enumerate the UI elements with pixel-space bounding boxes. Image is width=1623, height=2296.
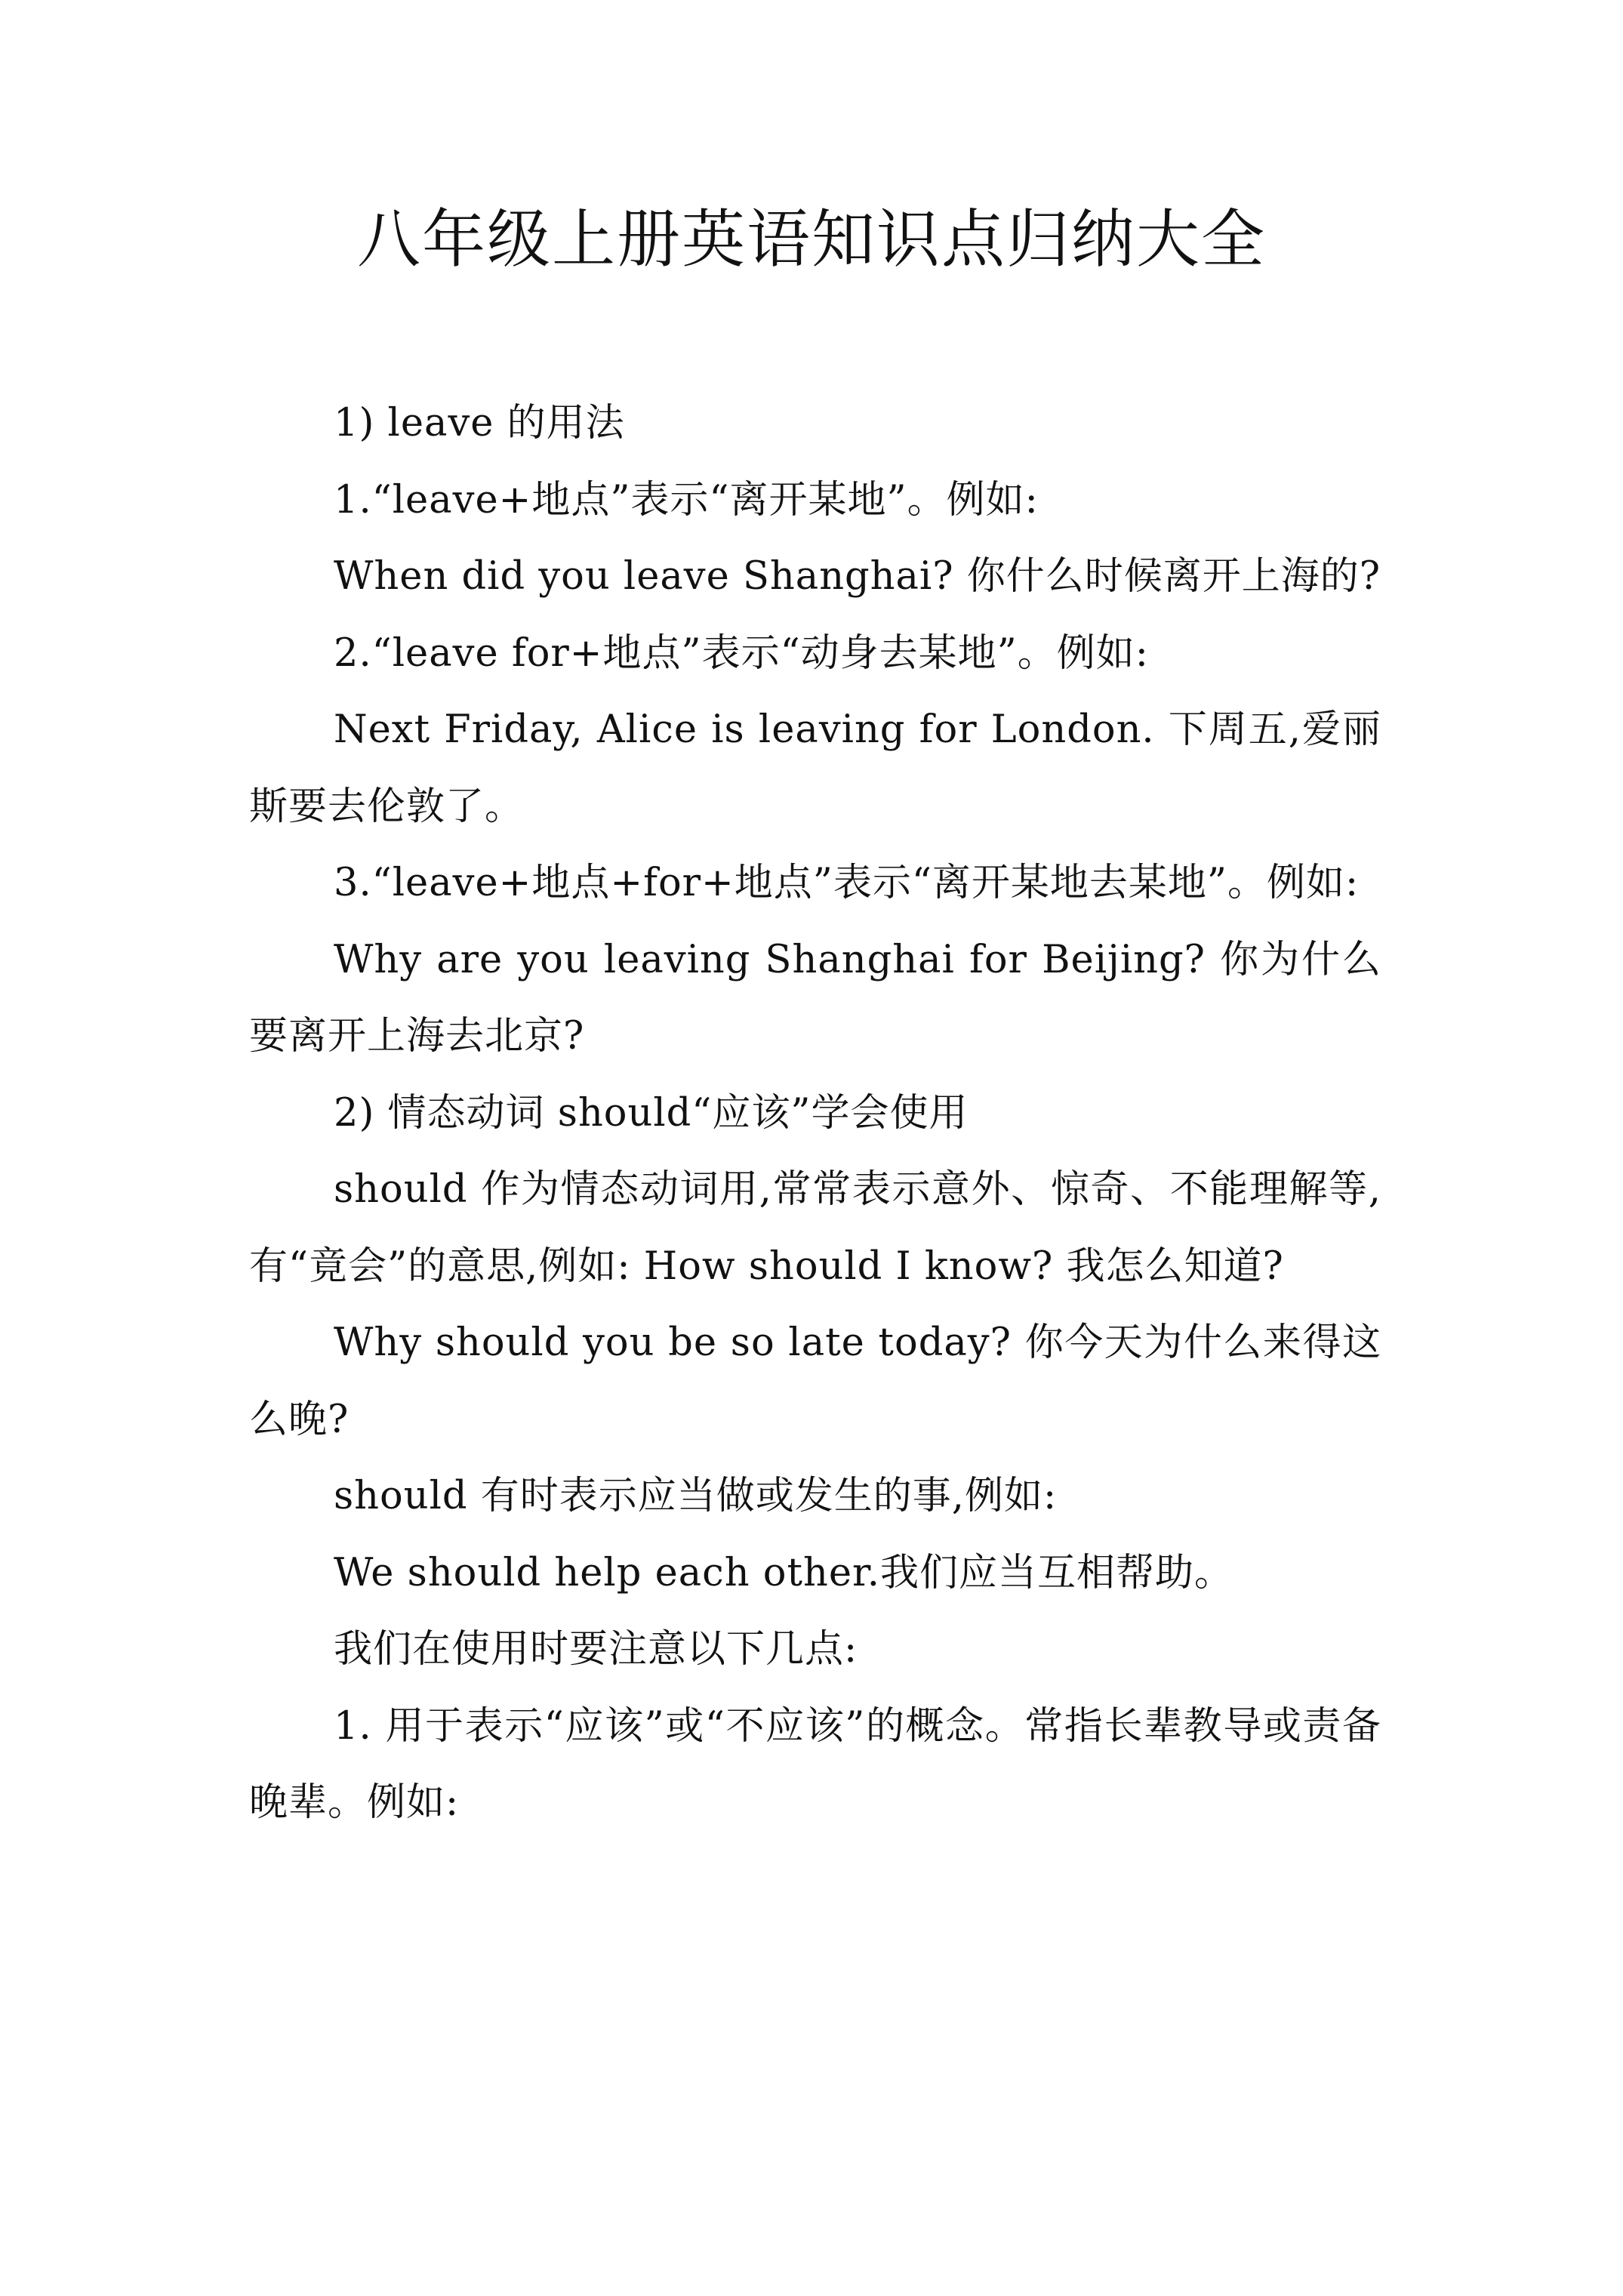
paragraph-usage-notes: 我们在使用时要注意以下几点:: [334, 1627, 858, 1672]
paragraph-should-example-1: Why should you be so late today? 你今天为什么来得这么晚?: [249, 1321, 1381, 1442]
paragraph-note-1: 1. 用于表示“应该”或“不应该”的概念。常指长辈教导或责备晚辈。例如:: [249, 1703, 1381, 1825]
paragraph-leave-rule-2: 2.“leave for+地点”表示“动身去某地”。例如:: [334, 630, 1149, 676]
paragraph-should-heading: 2) 情态动词 should“应该”学会使用: [334, 1090, 969, 1136]
paragraph-leave-rule-1: 1.“leave+地点”表示“离开某地”。例如:: [334, 477, 1039, 522]
paragraph-leave-rule-3: 3.“leave+地点+for+地点”表示“离开某地去某地”。例如:: [334, 861, 1360, 905]
paragraph-leave-example-3: Why are you leaving Shanghai for Beijing? 你为什么要离开上海去北京?: [249, 937, 1381, 1059]
paragraph-leave-example-1: When did you leave Shanghai? 你什么时候离开上海的?: [334, 554, 1381, 599]
document-title: 八年级上册英语知识点归纳大全: [356, 202, 1266, 276]
paragraph-should-explanation: should 作为情态动词用,常常表示意外、惊奇、不能理解等,有“竟会”的意思,例如: How should I know? 我怎么知道?: [249, 1167, 1381, 1289]
paragraph-leave-usage-heading: 1) leave 的用法: [334, 401, 625, 445]
paragraph-should-example-2: We should help each other.我们应当互相帮助。: [334, 1550, 1234, 1595]
document-body: [249, 385, 1381, 1841]
paragraph-leave-example-2: Next Friday, Alice is leaving for London. 下周五,爱丽斯要去伦敦了。: [249, 707, 1381, 829]
paragraph-should-obligation: should 有时表示应当做或发生的事,例如:: [334, 1474, 1058, 1518]
